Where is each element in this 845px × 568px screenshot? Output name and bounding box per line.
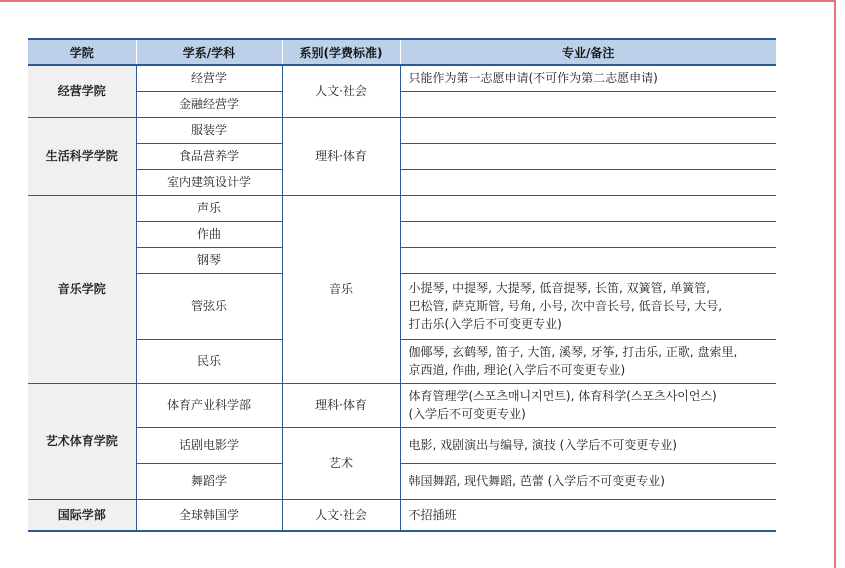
series-cell: 理科·体育 bbox=[282, 117, 400, 195]
note-cell: 韩国舞蹈, 现代舞蹈, 芭蕾 (入学后不可变更专业) bbox=[400, 463, 776, 499]
college-music: 音乐学院 bbox=[28, 195, 136, 383]
department-cell: 体育产业科学部 bbox=[136, 383, 282, 427]
table-row bbox=[28, 383, 776, 427]
note-cell: 只能作为第一志愿申请(不可作为第二志愿申请) bbox=[400, 65, 776, 91]
note-cell bbox=[400, 339, 776, 383]
table-row bbox=[28, 221, 776, 247]
college-arts-sports: 艺术体育学院 bbox=[28, 383, 136, 499]
department-cell: 作曲 bbox=[136, 221, 282, 247]
table-row bbox=[28, 247, 776, 273]
table-row bbox=[28, 117, 776, 143]
table-row bbox=[28, 91, 776, 117]
table-row bbox=[28, 273, 776, 339]
note-cell bbox=[400, 221, 776, 247]
department-cell: 管弦乐 bbox=[136, 273, 282, 339]
majors-table bbox=[28, 38, 776, 532]
header-series: 系别(学费标准) bbox=[282, 39, 400, 65]
department-cell: 全球韩国学 bbox=[136, 499, 282, 531]
department-cell: 声乐 bbox=[136, 195, 282, 221]
header-note: 专业/备注 bbox=[400, 39, 776, 65]
college-business: 经营学院 bbox=[28, 65, 136, 117]
department-cell: 金融经营学 bbox=[136, 91, 282, 117]
frame-right-border bbox=[834, 0, 836, 568]
table-row bbox=[28, 339, 776, 383]
department-cell: 钢琴 bbox=[136, 247, 282, 273]
series-cell: 音乐 bbox=[282, 195, 400, 383]
note-cell bbox=[400, 195, 776, 221]
series-cell: 人文·社会 bbox=[282, 499, 400, 531]
college-international: 国际学部 bbox=[28, 499, 136, 531]
table-row bbox=[28, 499, 776, 531]
series-cell: 理科·体育 bbox=[282, 383, 400, 427]
note-line: 打击乐(入学后不可变更专业) bbox=[408, 317, 562, 331]
table-header-row bbox=[28, 39, 776, 65]
note-cell bbox=[400, 117, 776, 143]
header-department: 学系/学科 bbox=[136, 39, 282, 65]
note-line: (入学后不可变更专业) bbox=[408, 407, 526, 421]
series-cell: 人文·社会 bbox=[282, 65, 400, 117]
note-cell bbox=[400, 247, 776, 273]
table-row bbox=[28, 427, 776, 463]
department-cell: 舞蹈学 bbox=[136, 463, 282, 499]
note-line: 巴松管, 萨克斯管, 号角, 小号, 次中音长号, 低音长号, 大号, bbox=[408, 299, 723, 313]
table-row bbox=[28, 463, 776, 499]
frame-top-border bbox=[0, 0, 836, 2]
note-cell bbox=[400, 91, 776, 117]
college-life-science: 生活科学学院 bbox=[28, 117, 136, 195]
note-line: 小提琴, 中提琴, 大提琴, 低音提琴, 长笛, 双簧管, 单簧管, bbox=[408, 281, 711, 295]
table-row bbox=[28, 169, 776, 195]
note-cell: 电影, 戏剧演出与编导, 演技 (入学后不可变更专业) bbox=[400, 427, 776, 463]
note-cell bbox=[400, 169, 776, 195]
series-cell: 艺术 bbox=[282, 427, 400, 499]
note-line: 体育管理学(스포츠매니지먼트), 体育科学(스포츠사이언스) bbox=[408, 389, 717, 403]
department-cell: 服装学 bbox=[136, 117, 282, 143]
table-row bbox=[28, 65, 776, 91]
department-cell: 食品营养学 bbox=[136, 143, 282, 169]
note-line: 京西道, 作曲, 理论(入学后不可变更专业) bbox=[408, 363, 626, 377]
note-cell bbox=[400, 273, 776, 339]
department-cell: 话剧电影学 bbox=[136, 427, 282, 463]
table-row bbox=[28, 143, 776, 169]
department-cell: 室内建筑设计学 bbox=[136, 169, 282, 195]
note-cell bbox=[400, 143, 776, 169]
department-cell: 经营学 bbox=[136, 65, 282, 91]
note-cell bbox=[400, 383, 776, 427]
note-line: 伽倻琴, 玄鹤琴, 笛子, 大笛, 溪琴, 牙筝, 打击乐, 正歌, 盘索里, bbox=[408, 345, 738, 359]
table-row bbox=[28, 195, 776, 221]
department-cell: 民乐 bbox=[136, 339, 282, 383]
header-college: 学院 bbox=[28, 39, 136, 65]
note-cell: 不招插班 bbox=[400, 499, 776, 531]
